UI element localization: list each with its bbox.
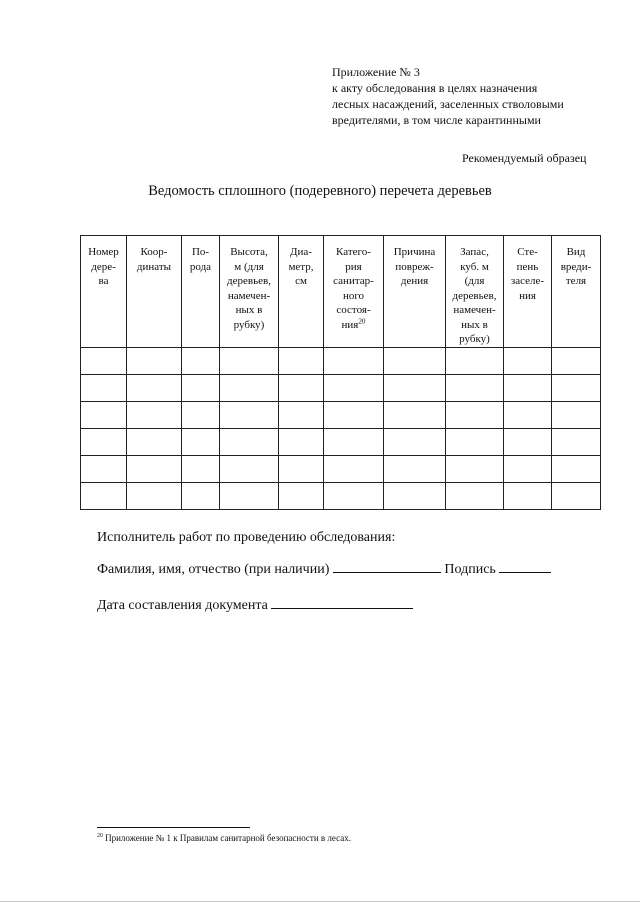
table-cell[interactable] xyxy=(182,374,220,401)
fio-signature-line xyxy=(97,560,551,578)
table-cell[interactable] xyxy=(324,374,384,401)
footnote-mark: 20 xyxy=(358,316,366,325)
table-cell[interactable] xyxy=(552,455,601,482)
table-cell[interactable] xyxy=(384,401,446,428)
tree-count-table xyxy=(80,235,601,510)
appendix-line-1: к акту обследования в целях назначения xyxy=(332,81,538,95)
recommended-sample-label: Рекомендуемый образец xyxy=(462,151,587,165)
signature-input-line[interactable] xyxy=(499,560,551,573)
table-row xyxy=(81,374,601,401)
date-input-line[interactable] xyxy=(271,596,413,609)
appendix-number: Приложение № 3 xyxy=(332,65,420,79)
table-cell[interactable] xyxy=(81,401,127,428)
footnote-divider xyxy=(97,827,250,828)
table-cell[interactable] xyxy=(220,347,279,374)
table-cell[interactable] xyxy=(279,374,324,401)
date-line xyxy=(97,596,413,614)
appendix-line-3: вредителями, в том числе карантинными xyxy=(332,113,541,127)
table-cell[interactable] xyxy=(324,455,384,482)
table-cell[interactable] xyxy=(324,482,384,509)
table-cell[interactable] xyxy=(279,401,324,428)
document-title: Ведомость сплошного (подеревного) перечета деревьев xyxy=(148,183,492,199)
table-cell[interactable] xyxy=(552,401,601,428)
table-cell[interactable] xyxy=(384,455,446,482)
table-cell[interactable] xyxy=(446,455,504,482)
appendix-header xyxy=(332,64,564,128)
table-row xyxy=(81,482,601,509)
fio-input-line[interactable] xyxy=(333,560,441,573)
table-cell[interactable] xyxy=(127,347,182,374)
table-cell[interactable] xyxy=(384,482,446,509)
table-cell[interactable] xyxy=(504,428,552,455)
table-cell[interactable] xyxy=(324,347,384,374)
footnote xyxy=(97,833,351,843)
table-cell[interactable] xyxy=(127,401,182,428)
footnote-text: Приложение № 1 к Правилам санитарной безопасности в лесах. xyxy=(105,833,351,843)
table-cell[interactable] xyxy=(384,428,446,455)
table-cell[interactable] xyxy=(81,455,127,482)
table-row xyxy=(81,347,601,374)
table-cell[interactable] xyxy=(279,347,324,374)
table-cell[interactable] xyxy=(81,482,127,509)
col-species: По- рода xyxy=(182,236,220,348)
signature-label: Подпись xyxy=(444,562,496,577)
table-cell[interactable] xyxy=(127,428,182,455)
table-cell[interactable] xyxy=(552,347,601,374)
table-cell[interactable] xyxy=(384,347,446,374)
table-cell[interactable] xyxy=(81,428,127,455)
table-cell[interactable] xyxy=(127,374,182,401)
col-infestation-degree: Сте- пень заселе- ния xyxy=(504,236,552,348)
appendix-line-2: лесных насаждений, заселенных стволовыми xyxy=(332,97,564,111)
footnote-number: 20 xyxy=(97,833,103,839)
col-sanitary-category: Катего- рия санитар- ного состоя- ния$^{20}$ xyxy=(324,236,384,348)
table-cell[interactable] xyxy=(504,455,552,482)
table-cell[interactable] xyxy=(182,482,220,509)
table-cell[interactable] xyxy=(324,428,384,455)
table-cell[interactable] xyxy=(552,374,601,401)
table-cell[interactable] xyxy=(220,401,279,428)
col-tree-number: Номер дере- ва xyxy=(81,236,127,348)
table-cell[interactable] xyxy=(81,347,127,374)
table-row xyxy=(81,428,601,455)
table-cell[interactable] xyxy=(504,401,552,428)
table-cell[interactable] xyxy=(552,428,601,455)
table-cell[interactable] xyxy=(220,428,279,455)
table-cell[interactable] xyxy=(220,482,279,509)
col-coordinates: Коор- динаты xyxy=(127,236,182,348)
table-cell[interactable] xyxy=(279,428,324,455)
table-cell[interactable] xyxy=(446,482,504,509)
table-cell[interactable] xyxy=(446,428,504,455)
page-bottom-edge xyxy=(0,901,640,902)
col-pest-type: Вид вреди- теля xyxy=(552,236,601,348)
table-header-row xyxy=(81,236,601,348)
table-row xyxy=(81,455,601,482)
table-cell[interactable] xyxy=(552,482,601,509)
table-cell[interactable] xyxy=(384,374,446,401)
table-cell[interactable] xyxy=(504,482,552,509)
table-cell[interactable] xyxy=(504,374,552,401)
col-volume: Запас, куб. м (для деревьев, намечен- ных в рубку) xyxy=(446,236,504,348)
table-body xyxy=(81,347,601,509)
table-cell[interactable] xyxy=(279,455,324,482)
table-cell[interactable] xyxy=(446,347,504,374)
executor-label: Исполнитель работ по проведению обследования: xyxy=(97,530,396,545)
table-cell[interactable] xyxy=(127,455,182,482)
table-cell[interactable] xyxy=(446,401,504,428)
table-cell[interactable] xyxy=(182,347,220,374)
table-cell[interactable] xyxy=(504,347,552,374)
table-cell[interactable] xyxy=(324,401,384,428)
col-height: Высота, м (для деревьев, намечен- ных в рубку) xyxy=(220,236,279,348)
table-cell[interactable] xyxy=(182,428,220,455)
table-cell[interactable] xyxy=(220,374,279,401)
table-cell[interactable] xyxy=(220,455,279,482)
table-cell[interactable] xyxy=(182,455,220,482)
table-row xyxy=(81,401,601,428)
table-cell[interactable] xyxy=(279,482,324,509)
date-label: Дата составления документа xyxy=(97,598,268,613)
col-damage-cause: Причина повреж- дения xyxy=(384,236,446,348)
fio-label: Фамилия, имя, отчество (при наличии) xyxy=(97,562,330,577)
col-diameter: Диа- метр, см xyxy=(279,236,324,348)
table-cell[interactable] xyxy=(127,482,182,509)
table-cell[interactable] xyxy=(182,401,220,428)
table-cell[interactable] xyxy=(81,374,127,401)
table-cell[interactable] xyxy=(446,374,504,401)
